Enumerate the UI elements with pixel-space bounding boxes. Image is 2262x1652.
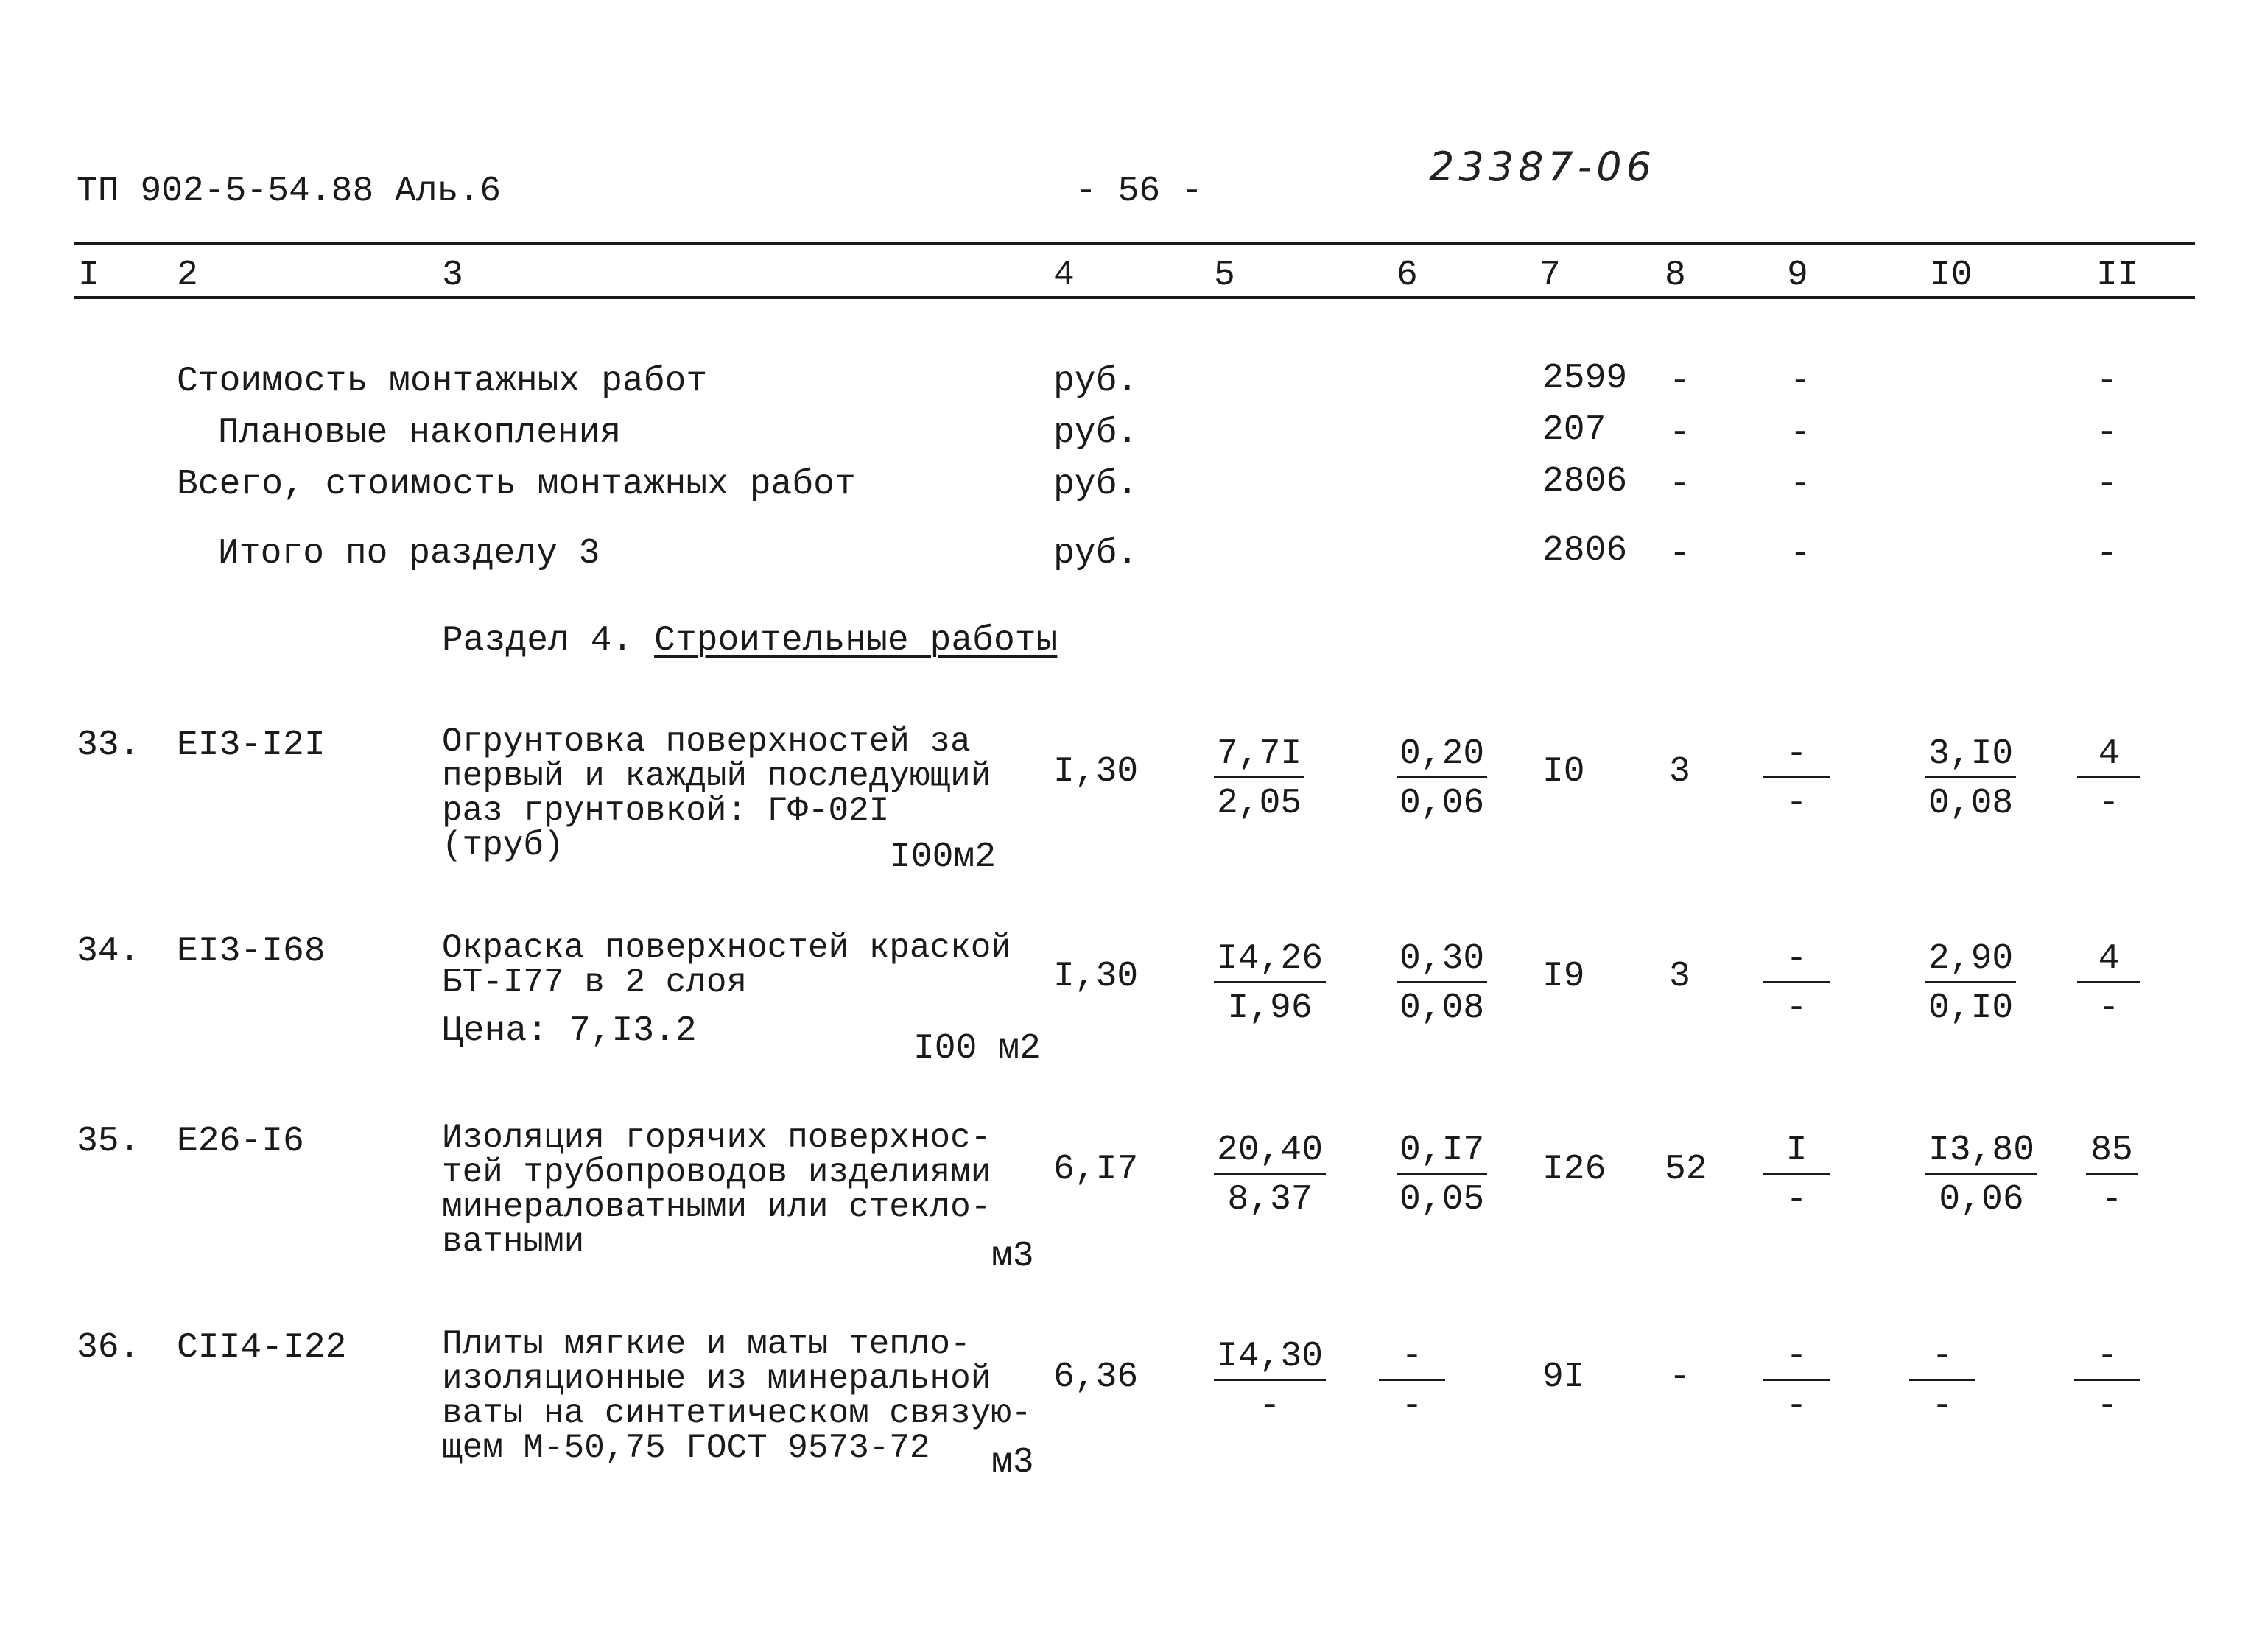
row-col8: 52 bbox=[1665, 1150, 1707, 1189]
col5-bottom: - bbox=[1259, 1386, 1281, 1426]
summary-col7: 207 bbox=[1542, 410, 1606, 450]
row-number: 34. bbox=[77, 932, 141, 971]
summary-col9: - bbox=[1790, 465, 1811, 505]
col5-top: I4,26 bbox=[1214, 941, 1326, 983]
row-col5 bbox=[1214, 941, 1326, 1026]
col6-top: - bbox=[1379, 1339, 1445, 1381]
row-col11 bbox=[2077, 941, 2140, 1026]
col5-bottom: 2,05 bbox=[1217, 784, 1302, 823]
summary-col9: - bbox=[1790, 362, 1811, 401]
col6-bottom: 0,06 bbox=[1399, 784, 1485, 823]
summary-col11: - bbox=[2096, 362, 2118, 401]
row-col6 bbox=[1397, 1131, 1487, 1220]
col10-top: 3,I0 bbox=[1925, 737, 2016, 778]
summary-col8: - bbox=[1669, 534, 1690, 574]
col6-bottom: 0,08 bbox=[1399, 988, 1485, 1028]
col11-top: - bbox=[2074, 1339, 2140, 1381]
row-col6 bbox=[1379, 1339, 1445, 1424]
row-number: 35. bbox=[77, 1122, 141, 1161]
row-description: Изоляция горячих поверхнос- тей трубопроводов изделиями минераловатными или стекло- ватными bbox=[442, 1119, 991, 1261]
row-code: EI3-I2I bbox=[177, 725, 326, 765]
col11-top: 4 bbox=[2077, 941, 2140, 983]
document-code: ТП 902-5-54.88 Аль.6 bbox=[77, 172, 502, 211]
row-col10 bbox=[1925, 1131, 2037, 1220]
col10-bottom: - bbox=[1931, 1386, 1953, 1426]
col11-bottom: - bbox=[2098, 784, 2120, 823]
col11-top: 85 bbox=[2086, 1133, 2138, 1175]
col11-bottom: - bbox=[2096, 1386, 2118, 1426]
col5-top: I4,30 bbox=[1214, 1339, 1326, 1381]
summary-label: Всего, стоимость монтажных работ bbox=[177, 465, 856, 505]
col10-top: I3,80 bbox=[1925, 1133, 2037, 1175]
row-col8: - bbox=[1669, 1357, 1690, 1397]
col5-bottom: I,96 bbox=[1227, 988, 1313, 1028]
col5-top: 7,7I bbox=[1214, 737, 1304, 778]
row-code: CII4-I22 bbox=[177, 1328, 347, 1368]
row-col4: I,30 bbox=[1053, 957, 1139, 997]
row-col5 bbox=[1214, 1131, 1326, 1220]
col9-top: I bbox=[1763, 1133, 1830, 1175]
section-title: Строительные работы bbox=[654, 621, 1058, 661]
col10-top: - bbox=[1909, 1339, 1975, 1381]
col6-top: 0,20 bbox=[1397, 737, 1487, 778]
column-header-8: 8 bbox=[1665, 256, 1686, 295]
col9-bottom: - bbox=[1785, 1180, 1808, 1220]
summary-label: Плановые накопления bbox=[218, 413, 622, 453]
summary-col9: - bbox=[1790, 534, 1811, 574]
handwritten-number: 23387-06 bbox=[1429, 144, 1656, 190]
col6-top: 0,I7 bbox=[1397, 1133, 1487, 1175]
row-col8: 3 bbox=[1669, 957, 1690, 997]
row-col7: 9I bbox=[1542, 1357, 1585, 1397]
col9-bottom: - bbox=[1785, 988, 1808, 1028]
summary-col11: - bbox=[2096, 465, 2118, 505]
row-number: 36. bbox=[77, 1328, 141, 1368]
row-col7: I9 bbox=[1542, 957, 1585, 997]
summary-col11: - bbox=[2096, 413, 2118, 453]
row-col5 bbox=[1214, 734, 1304, 823]
summary-col7: 2806 bbox=[1542, 462, 1628, 502]
col11-top: 4 bbox=[2077, 737, 2140, 778]
row-col7: I0 bbox=[1542, 752, 1585, 792]
column-header-11: II bbox=[2096, 256, 2139, 295]
col5-top: 20,40 bbox=[1214, 1133, 1326, 1175]
column-header-7: 7 bbox=[1539, 256, 1561, 295]
col11-bottom: - bbox=[2098, 988, 2120, 1028]
col6-bottom: 0,05 bbox=[1399, 1180, 1485, 1220]
col9-top: - bbox=[1763, 941, 1830, 983]
row-code: E26-I6 bbox=[177, 1122, 304, 1161]
row-unit: I00м2 bbox=[890, 837, 997, 877]
row-col11 bbox=[2074, 1339, 2140, 1424]
row-col6 bbox=[1397, 941, 1487, 1026]
summary-unit: руб. bbox=[1053, 465, 1139, 505]
summary-col8: - bbox=[1669, 362, 1690, 401]
col10-bottom: 0,08 bbox=[1928, 784, 2014, 823]
column-header-2: 2 bbox=[177, 256, 198, 295]
row-code: EI3-I68 bbox=[177, 932, 326, 971]
column-header-3: 3 bbox=[442, 256, 463, 295]
page-number: - 56 - bbox=[1075, 172, 1203, 211]
col9-bottom: - bbox=[1785, 784, 1808, 823]
row-col4: I,30 bbox=[1053, 752, 1139, 792]
row-col10 bbox=[1909, 1339, 1975, 1424]
column-header-1: I bbox=[78, 256, 99, 295]
col6-bottom: - bbox=[1401, 1386, 1423, 1426]
row-col11 bbox=[2077, 734, 2140, 823]
header-top-rule bbox=[74, 242, 2195, 245]
row-col5 bbox=[1214, 1339, 1326, 1424]
row-col6 bbox=[1397, 734, 1487, 823]
summary-label: Итого по разделу 3 bbox=[218, 534, 600, 574]
row-col9 bbox=[1763, 1131, 1830, 1220]
summary-col8: - bbox=[1669, 413, 1690, 453]
row-col4: 6,I7 bbox=[1053, 1150, 1139, 1189]
row-unit: м3 bbox=[991, 1237, 1034, 1276]
summary-unit: руб. bbox=[1053, 362, 1139, 401]
column-header-9: 9 bbox=[1787, 256, 1808, 295]
column-header-5: 5 bbox=[1214, 256, 1235, 295]
col9-top: - bbox=[1763, 1339, 1830, 1381]
summary-col9: - bbox=[1790, 413, 1811, 453]
col6-top: 0,30 bbox=[1397, 941, 1487, 983]
summary-col11: - bbox=[2096, 534, 2118, 574]
row-col9 bbox=[1763, 941, 1830, 1026]
col10-top: 2,90 bbox=[1925, 941, 2016, 983]
col5-bottom: 8,37 bbox=[1227, 1180, 1313, 1220]
row-number: 33. bbox=[77, 725, 141, 765]
row-unit: м3 bbox=[991, 1443, 1034, 1483]
column-header-10: I0 bbox=[1930, 256, 1973, 295]
section-prefix: Раздел 4. bbox=[442, 621, 633, 661]
summary-col7: 2806 bbox=[1542, 531, 1628, 571]
row-col9 bbox=[1763, 1339, 1830, 1424]
row-description: Огрунтовка поверхностей за первый и каждый последующий раз грунтовкой: ГФ-02I (труб) bbox=[442, 723, 991, 865]
col9-bottom: - bbox=[1785, 1386, 1808, 1426]
row-col9 bbox=[1763, 734, 1830, 823]
col10-bottom: 0,I0 bbox=[1928, 988, 2014, 1028]
summary-label: Стоимость монтажных работ bbox=[177, 362, 708, 401]
summary-unit: руб. bbox=[1053, 413, 1139, 453]
col11-bottom: - bbox=[2101, 1180, 2123, 1220]
col10-bottom: 0,06 bbox=[1939, 1180, 2024, 1220]
row-description: Плиты мягкие и маты тепло- изоляционные из минеральной ваты на синтетическом связую- щем М-50,75 ГОСТ 9573-72 bbox=[442, 1325, 1032, 1467]
row-col7: I26 bbox=[1542, 1150, 1606, 1189]
col9-top: - bbox=[1763, 737, 1830, 778]
row-unit: I00 м2 bbox=[913, 1029, 1041, 1069]
row-col8: 3 bbox=[1669, 752, 1690, 792]
row-description: Окраска поверхностей краской БТ-I77 в 2 слоя bbox=[442, 929, 1011, 1002]
row-col10 bbox=[1925, 734, 2016, 823]
row-col10 bbox=[1925, 941, 2016, 1026]
row-col11 bbox=[2086, 1131, 2138, 1220]
row-col4: 6,36 bbox=[1053, 1357, 1139, 1397]
summary-col7: 2599 bbox=[1542, 359, 1628, 398]
column-header-4: 4 bbox=[1053, 256, 1075, 295]
summary-unit: руб. bbox=[1053, 534, 1139, 574]
section-heading bbox=[442, 621, 1058, 661]
column-header-6: 6 bbox=[1397, 256, 1418, 295]
summary-col8: - bbox=[1669, 465, 1690, 505]
row-price: Цена: 7,I3.2 bbox=[442, 1011, 697, 1051]
header-bottom-rule bbox=[74, 296, 2195, 299]
